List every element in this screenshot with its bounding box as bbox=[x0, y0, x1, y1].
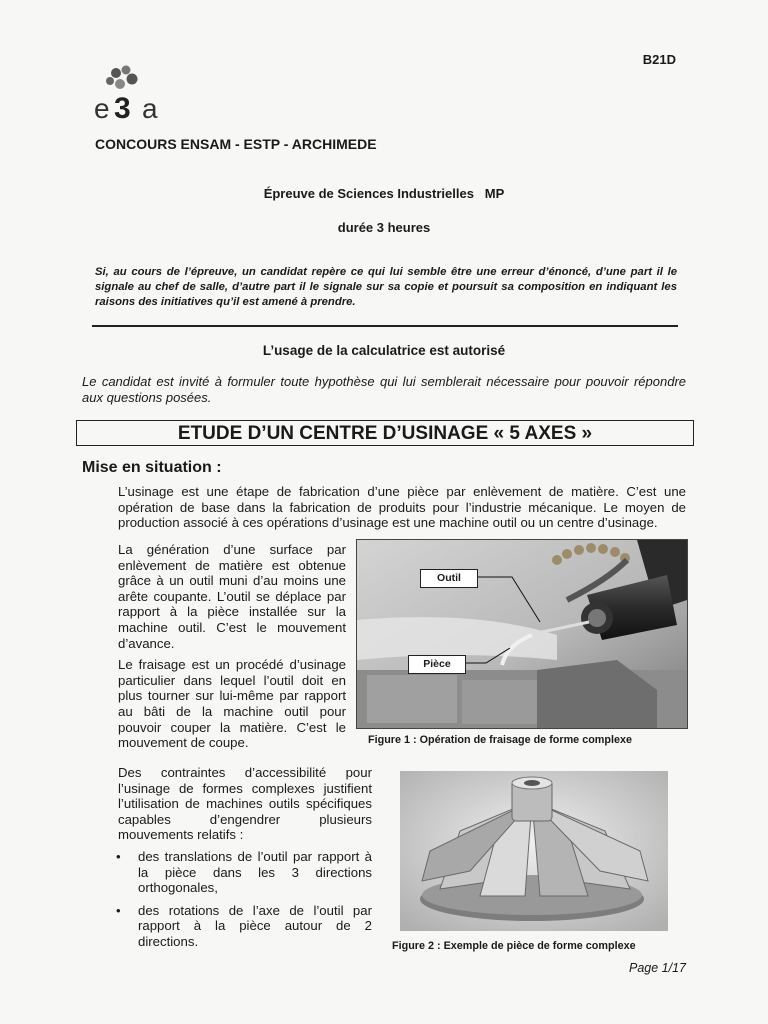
intro-paragraph: L’usinage est une étape de fabrication d’une pièce par enlèvement de matière. C’est une opération de base dans la fabrication de produits pour l’industrie mécanique. Le moyen de production associé à ces opérations d’usinage est une machine outil ou un centre d’usinage. bbox=[118, 484, 686, 531]
figure-1-caption: Figure 1 : Opération de fraisage de forme complexe bbox=[368, 734, 632, 746]
error-notice: Si, au cours de l’épreuve, un candidat repère ce qui lui semble être une erreur d’énoncé, d’une part il le signale au chef de salle, d’autre part il le signale sur sa copie et poursuit sa composition en indiquant les raisons des initiatives qu’il est amené à prendre. bbox=[95, 266, 677, 308]
constraints-description bbox=[118, 765, 372, 957]
calculator-notice: L’usage de la calculatrice est autorisé bbox=[262, 343, 506, 358]
milling-paragraph: Le fraisage est un procédé d’usinage particulier dans lequel l’outil doit en plus tourner sur lui-même par rapport au bâti de la machine outil pour pouvoir couper la matière. C’est le mouvement de coupe. bbox=[118, 657, 346, 751]
main-title: ETUDE D’UN CENTRE D’USINAGE « 5 AXES » bbox=[76, 420, 694, 446]
movements-list bbox=[118, 849, 372, 950]
e3a-logo bbox=[82, 64, 172, 122]
part-label: Pièce bbox=[408, 655, 466, 674]
horizontal-divider bbox=[92, 325, 678, 327]
tool-label: Outil bbox=[420, 569, 478, 588]
milling-description bbox=[118, 542, 346, 757]
competition-name: CONCOURS ENSAM - ESTP - ARCHIMEDE bbox=[95, 136, 377, 152]
list-item: • des translations de l’outil par rapport à la pièce dans les 3 directions orthogonales, bbox=[138, 849, 372, 896]
section-heading: Mise en situation : bbox=[82, 459, 222, 476]
page-number: Page 1/17 bbox=[629, 961, 686, 975]
figure-2-photo bbox=[400, 771, 668, 931]
figure-2-caption: Figure 2 : Exemple de pièce de forme complexe bbox=[392, 940, 636, 952]
hypothesis-notice: Le candidat est invité à formuler toute hypothèse qui lui semblerait nécessaire pour pouvoir répondre aux questions posées. bbox=[82, 374, 686, 405]
exam-duration: durée 3 heures bbox=[337, 220, 431, 235]
list-item: • des rotations de l’axe de l’outil par rapport à la pièce autour de 2 directions. bbox=[138, 903, 372, 950]
svg-text:a: a bbox=[142, 93, 158, 122]
exam-title: Épreuve de Sciences Industrielles MP bbox=[263, 186, 505, 201]
svg-text:3: 3 bbox=[114, 92, 131, 122]
subject-code: B21D bbox=[642, 52, 676, 67]
generation-paragraph: La génération d’une surface par enlèvement de matière est obtenue grâce à un outil muni d’au moins une arête coupante. L’outil se déplace par rapport à la pièce installée sur la machine outil. C’est le mouvement d’avance. bbox=[118, 542, 346, 651]
svg-text:e: e bbox=[94, 93, 110, 122]
figure-1-photo bbox=[356, 539, 688, 729]
constraints-paragraph: Des contraintes d’accessibilité pour l’usinage de formes complexes justifient l’utilisation de machines outils spécifiques capables d’engendrer plusieurs mouvements relatifs : bbox=[118, 765, 372, 843]
